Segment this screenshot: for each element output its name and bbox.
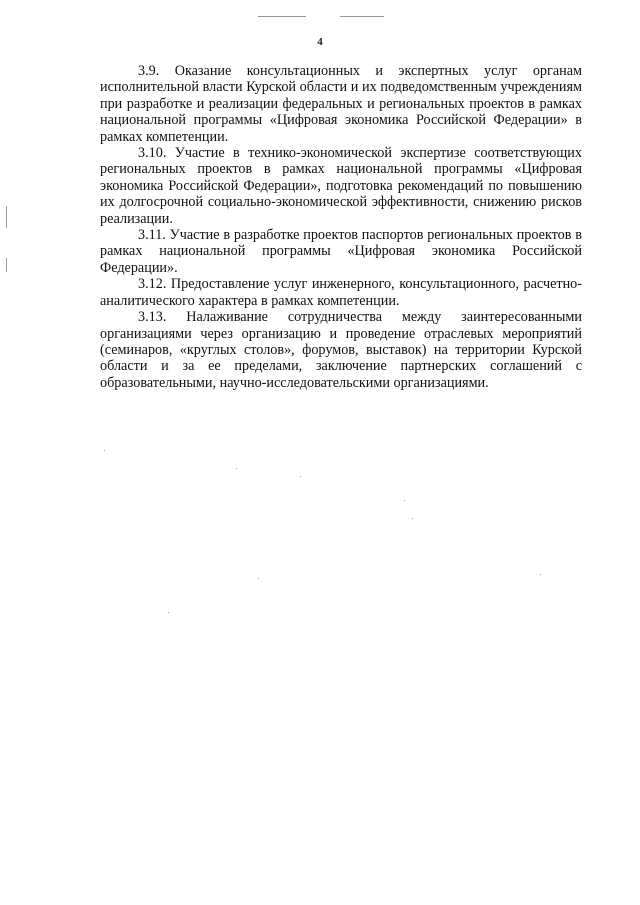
page-number: 4	[317, 36, 323, 48]
margin-scan-mark	[6, 206, 7, 228]
margin-scan-mark	[6, 258, 7, 272]
scan-speck	[258, 578, 259, 579]
paragraph-3-10: 3.10. Участие в технико-экономической экспертизе соответствующих региональных проектов в рамках национальной программы «Цифровая экономика Российской Федерации», подготовка рекомендаций по повышению их долгосрочной социально-экономической эффективности, снижению рисков реализации.	[100, 145, 582, 227]
paragraph-3-13: 3.13. Налаживание сотрудничества между заинтересованными организациями через организацию и проведение отраслевых мероприятий (семинаров, «круглых столов», форумов, выставок) на территории Курской области и за ее пределами, заключение партнерских соглашений с образовательными, научно-исследовательскими организациями.	[100, 309, 582, 391]
paragraph-3-12: 3.12. Предоставление услуг инженерного, консультационного, расчетно-аналитического характера в рамках компетенции.	[100, 276, 582, 309]
paragraph-3-11: 3.11. Участие в разработке проектов паспортов региональных проектов в рамках национальной программы «Цифровая экономика Российской Федерации».	[100, 227, 582, 276]
scan-speck	[104, 450, 105, 451]
scan-artifact-line	[340, 16, 384, 17]
scan-speck	[412, 518, 413, 519]
scan-speck	[300, 476, 301, 477]
scan-speck	[236, 468, 237, 469]
scan-artifact-line	[258, 16, 306, 17]
document-body	[100, 63, 582, 391]
scan-speck	[168, 612, 169, 613]
scan-speck	[404, 500, 405, 501]
scan-speck	[540, 574, 541, 575]
paragraph-3-9: 3.9. Оказание консультационных и экспертных услуг органам исполнительной власти Курской области и их подведомственным учреждениям при разработке и реализации федеральных и региональных проектов в рамках национальной программы «Цифровая экономика Российской Федерации» в рамках компетенции.	[100, 63, 582, 145]
